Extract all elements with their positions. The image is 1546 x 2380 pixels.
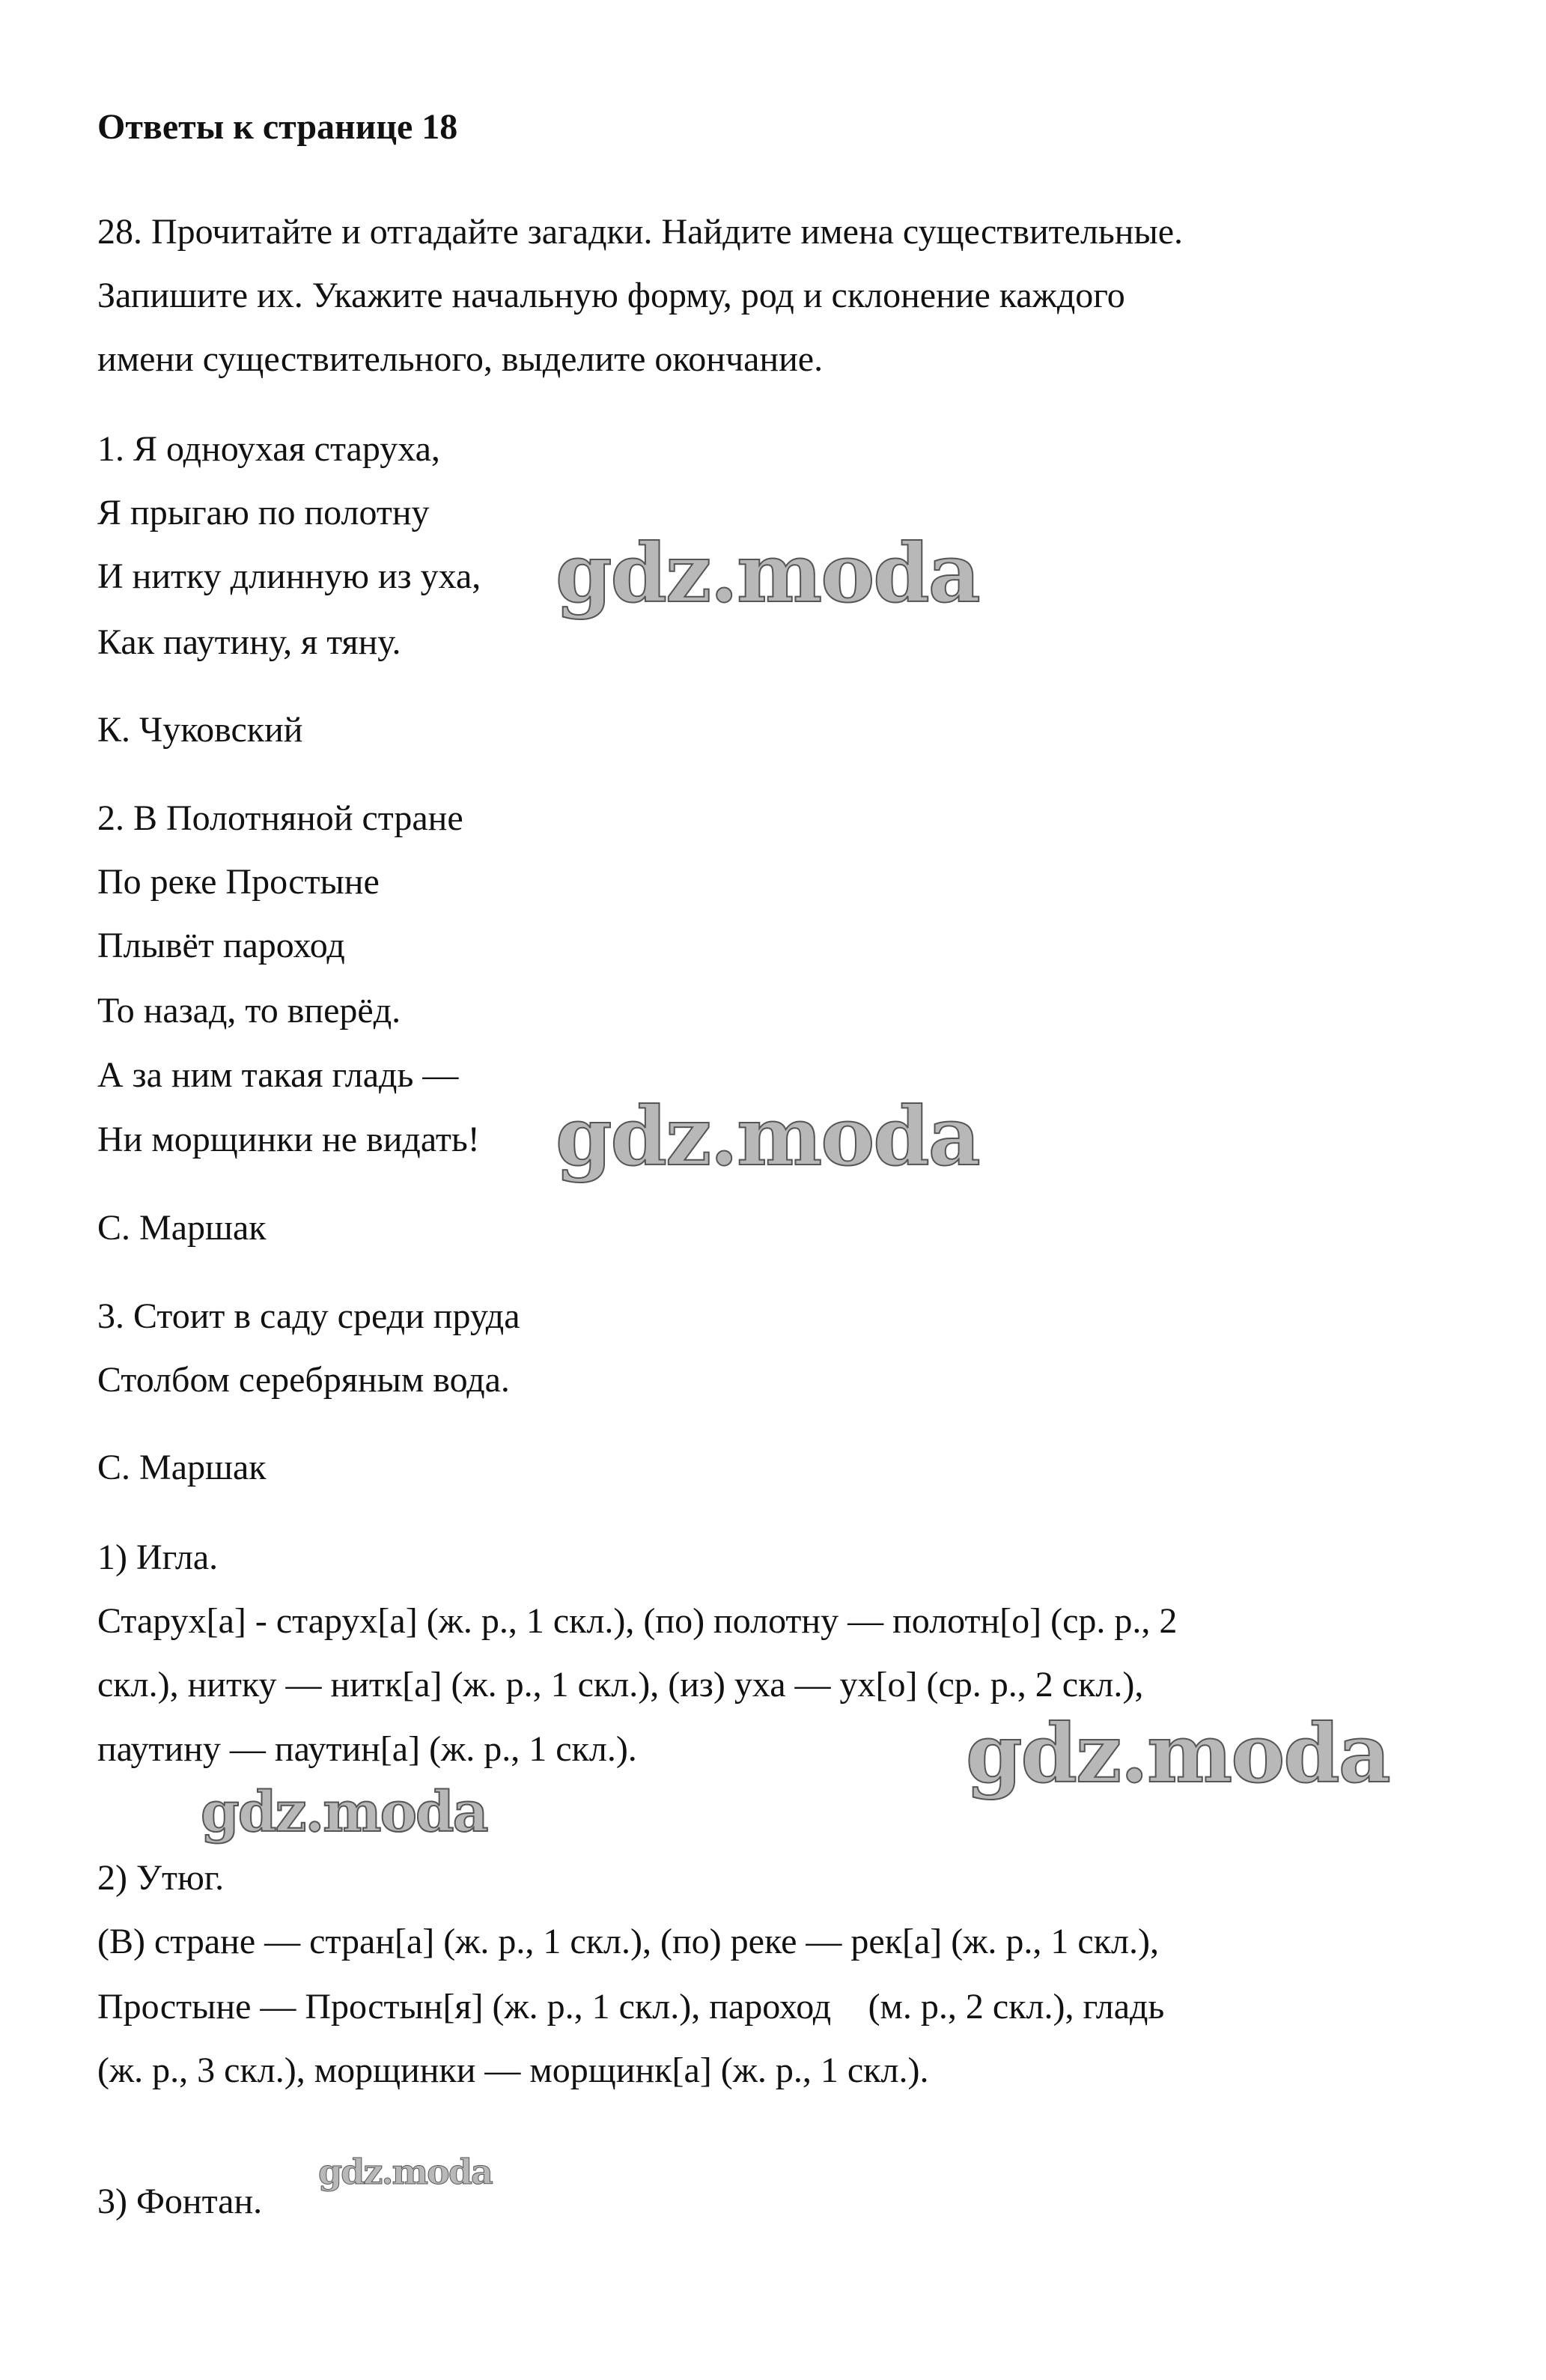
riddle-line: А за ним такая гладь — <box>97 1055 459 1095</box>
answer-line: (В) стране — стран[а] (ж. р., 1 скл.), (по) реке — рек[а] (ж. р., 1 скл.), <box>97 1922 1159 1961</box>
watermark: gdz.moda <box>556 526 979 621</box>
watermark: gdz.moda <box>556 1090 979 1184</box>
task-line: Запишите их. Укажите начальную форму, род и склонение каждого <box>97 276 1125 315</box>
riddle-line: По реке Простыне <box>97 862 380 902</box>
riddle-author: С. Маршак <box>97 1208 267 1248</box>
riddle-author: К. Чуковский <box>97 710 303 750</box>
answer-line: Простыне — Простын[я] (ж. р., 1 скл.), пароход⃞ (м. р., 2 скл.), гладь <box>97 1987 1165 2027</box>
riddle-author: С. Маршак <box>97 1448 267 1487</box>
task-line: 28. Прочитайте и отгадайте загадки. Найдите имена существительные. <box>97 212 1184 252</box>
riddle-line: 2. В Полотняной стране <box>97 798 463 838</box>
watermark: gdz.moda <box>201 1780 487 1845</box>
riddle-line: Столбом серебряным вода. <box>97 1360 510 1400</box>
watermark: gdz.moda <box>318 2152 492 2192</box>
riddle-line: Я прыгаю по полотну <box>97 493 430 532</box>
riddle-line: И нитку длинную из уха, <box>97 556 481 596</box>
task-line: имени существительного, выделите окончание. <box>97 339 824 379</box>
riddle-line: Как паутину, я тяну. <box>97 622 401 662</box>
answer-heading: 1) Игла. <box>97 1537 219 1577</box>
answer-line: паутину — паутин[а] (ж. р., 1 скл.). <box>97 1729 637 1769</box>
answer-heading: 2) Утюг. <box>97 1858 225 1898</box>
watermark: gdz.moda <box>966 1707 1390 1801</box>
riddle-line: 3. Стоит в саду среди пруда <box>97 1296 520 1336</box>
answer-line: (ж. р., 3 скл.), морщинки — морщинк[а] (ж. р., 1 скл.). <box>97 2050 929 2090</box>
riddle-line: Ни морщинки не видать! <box>97 1120 480 1159</box>
answer-line: скл.), нитку — нитк[а] (ж. р., 1 скл.), (из) уха — ух[о] (ср. р., 2 скл.), <box>97 1665 1144 1704</box>
page-title: Ответы к странице 18 <box>97 107 458 147</box>
riddle-line: То назад, то вперёд. <box>97 991 401 1030</box>
riddle-line: Плывёт пароход <box>97 926 345 965</box>
answer-heading: 3) Фонтан. <box>97 2182 263 2221</box>
riddle-line: 1. Я одноухая старуха, <box>97 429 440 469</box>
answer-line: Старух[а] - старух[а] (ж. р., 1 скл.), (по) полотну — полотн[о] (ср. р., 2 <box>97 1601 1178 1641</box>
